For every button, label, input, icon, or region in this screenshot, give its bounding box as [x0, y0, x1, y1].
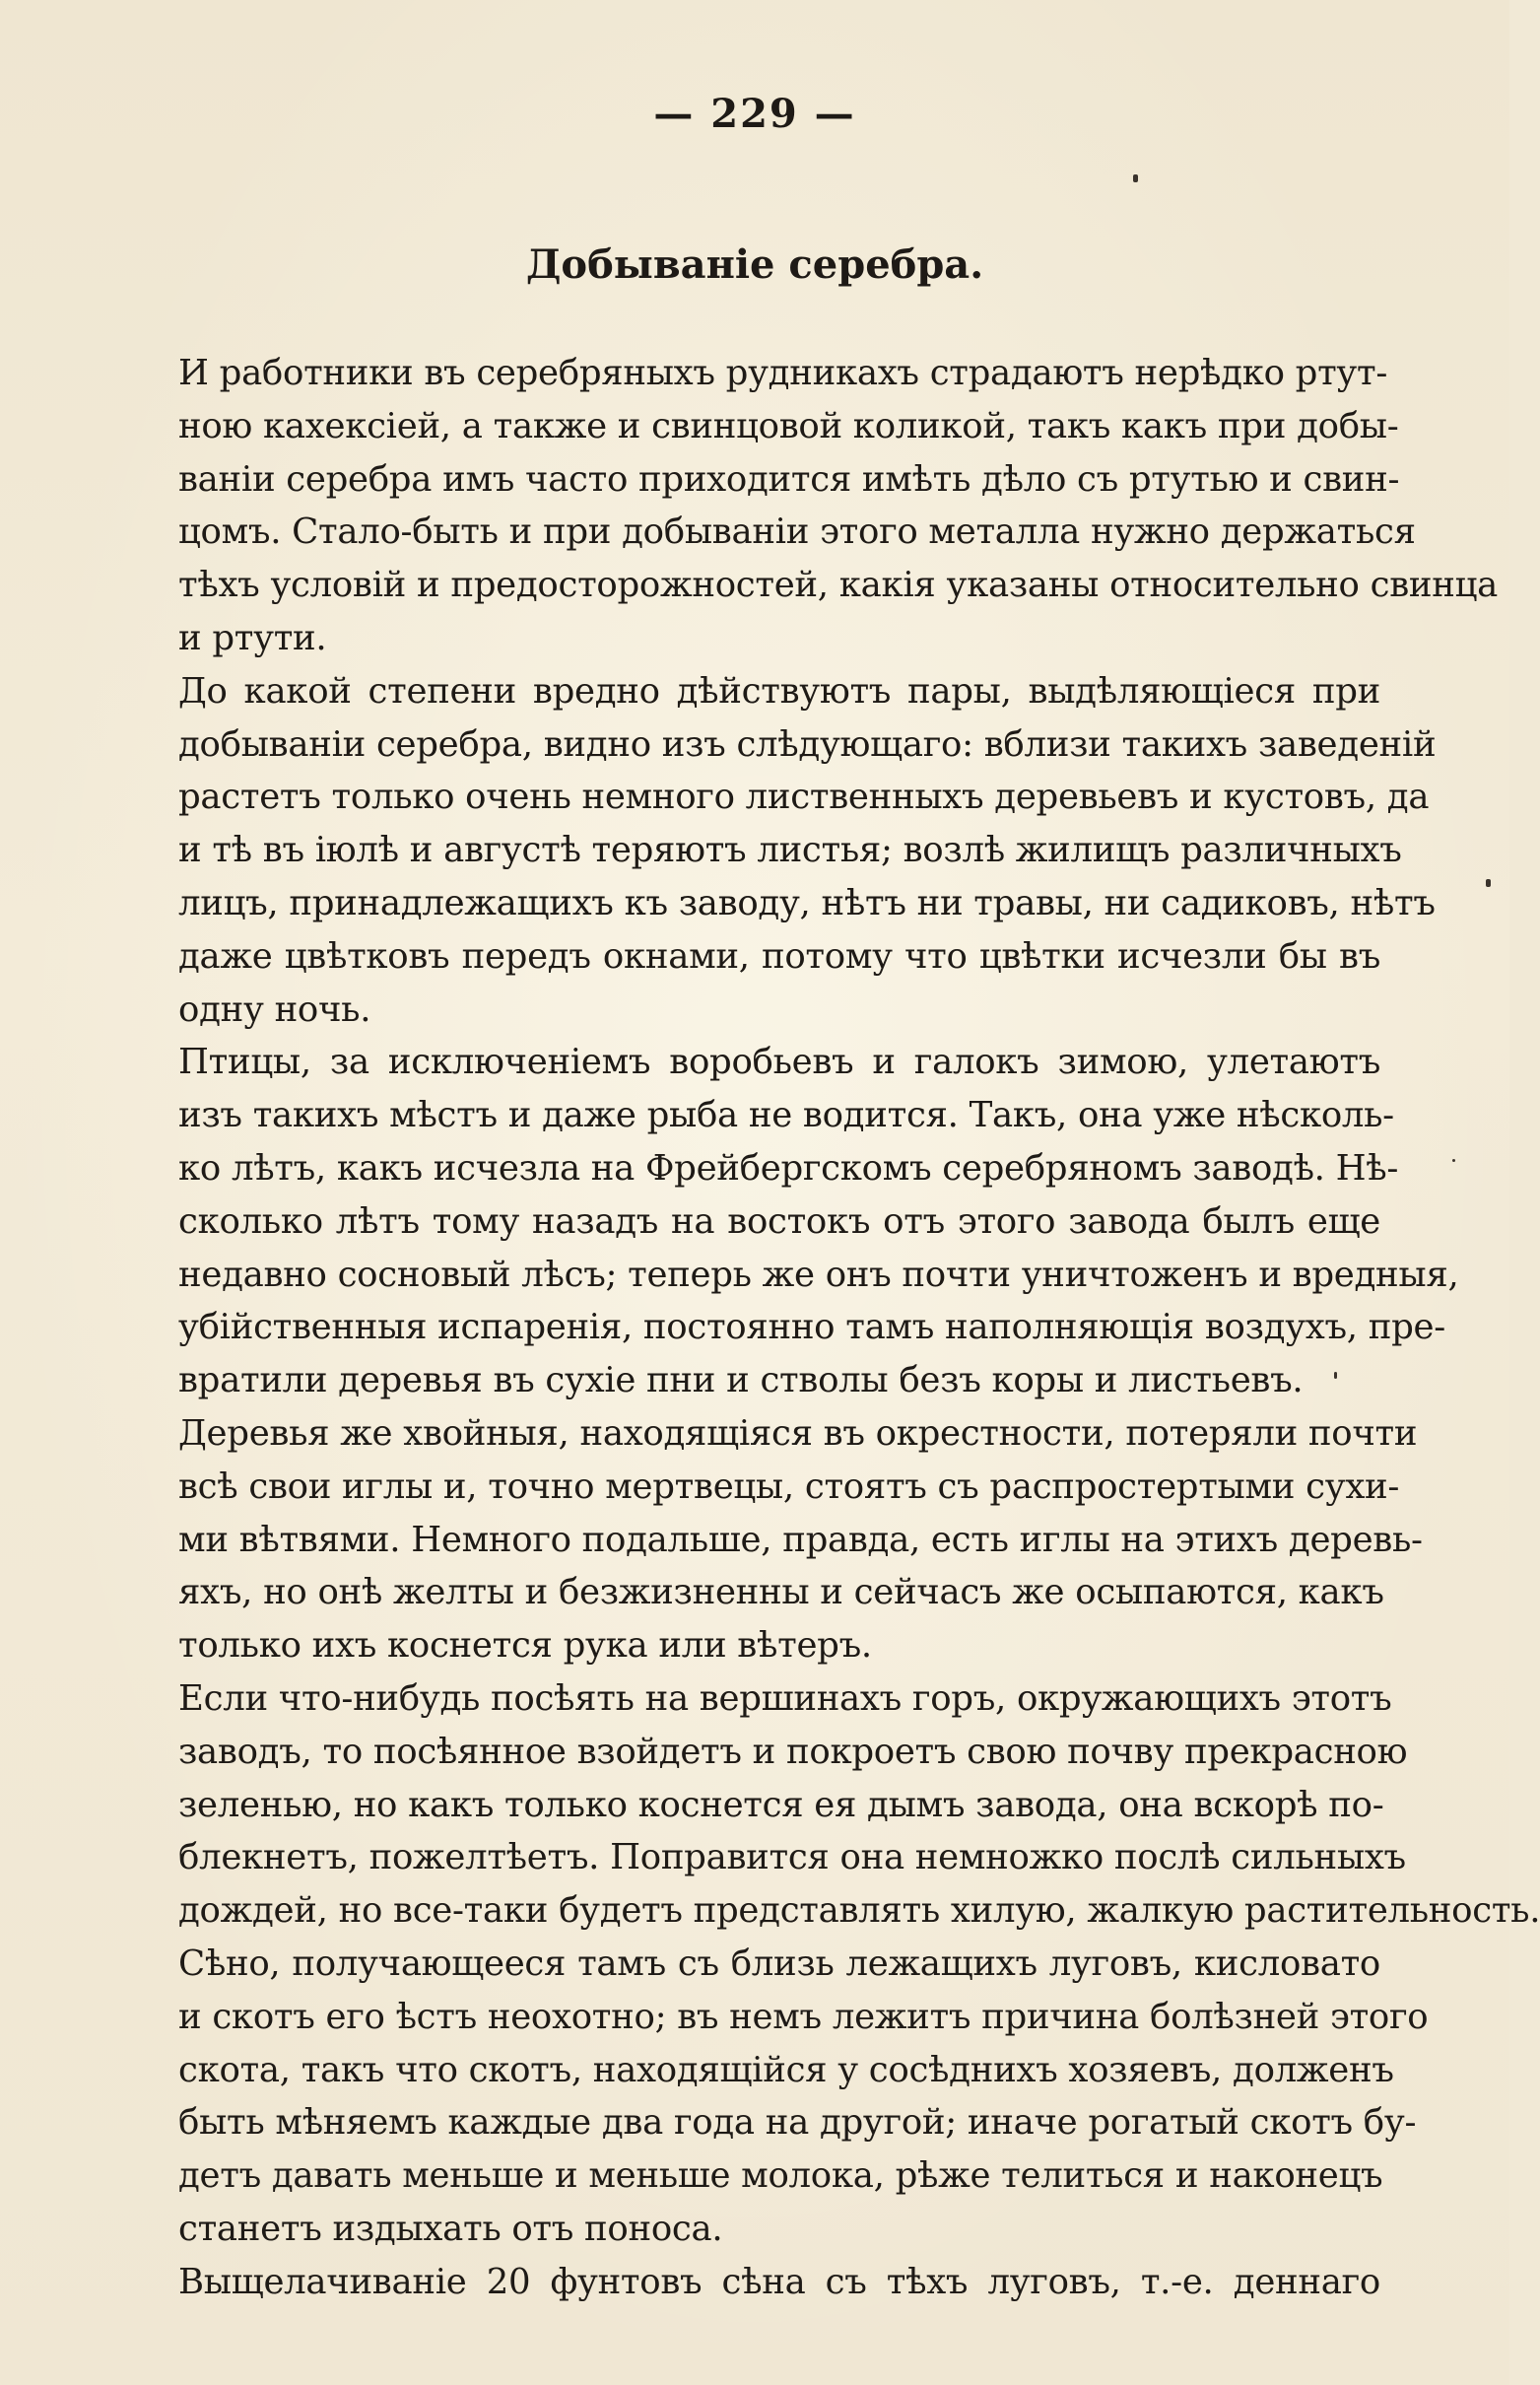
text-line: недавно сосновый лѣсъ; теперь же онъ почти уничтоженъ и вредныя,	[178, 1254, 1459, 1295]
text-line: ко лѣтъ, какъ исчезла на Фрейбергскомъ серебряномъ заводѣ. Нѣ-	[178, 1147, 1399, 1189]
text-line: и скотъ его ѣстъ неохотно; въ немъ лежитъ причина болѣзней этого	[178, 1996, 1429, 2037]
text-line: детъ давать меньше и меньше молока, рѣже телиться и наконецъ	[178, 2155, 1383, 2197]
text-line: и ртути.	[178, 617, 327, 658]
text-line: ми вѣтвями. Немного подальше, правда, есть иглы на этихъ деревь-	[178, 1519, 1423, 1560]
text-line: До какой степени вредно дѣйствуютъ пары, выдѣляющіеся при	[178, 670, 1380, 712]
text-line: станетъ издыхать отъ поноса.	[178, 2208, 723, 2249]
text-line: дождей, но все-таки будетъ представлять хилую, жалкую растительность.	[178, 1890, 1540, 1932]
text-line: Сѣно, получающееся тамъ съ близь лежащихъ луговъ, кисловато	[178, 1942, 1380, 1984]
ink-speck	[1452, 1159, 1455, 1162]
text-line: добываніи серебра, видно изъ слѣдующаго: вблизи такихъ заведеній	[178, 723, 1437, 765]
text-line: И работники въ серебряныхъ рудникахъ страдаютъ нерѣдко ртут-	[178, 353, 1388, 393]
text-line: одну ночь.	[178, 988, 371, 1030]
text-line: всѣ свои иглы и, точно мертвецы, стоятъ съ распростертыми сухи-	[178, 1465, 1400, 1507]
text-line: яхъ, но онѣ желты и безжизненны и сейчасъ же осыпаются, какъ	[178, 1572, 1384, 1613]
text-line: убійственныя испаренія, постоянно тамъ наполняющія воздухъ, пре-	[178, 1307, 1445, 1348]
text-line: быть мѣняемъ каждые два года на другой; иначе рогатый скотъ бу-	[178, 2102, 1417, 2144]
text-line: ною кахексіей, а также и свинцовой коликой, такъ какъ при добы-	[178, 405, 1399, 446]
text-line: зеленью, но какъ только коснется ея дымъ завода, она вскорѣ по-	[178, 1784, 1384, 1825]
text-line: только ихъ коснется рука или вѣтеръ.	[178, 1625, 872, 1667]
text-line: тѣхъ условій и предосторожностей, какія указаны относительно свинца	[178, 565, 1498, 606]
section-heading: Добываніе серебра.	[525, 241, 984, 288]
ink-speck	[1334, 1372, 1337, 1379]
text-line: Деревья же хвойныя, находящіяся въ окрестности, потеряли почти	[178, 1412, 1418, 1454]
page-number: — 229 —	[653, 91, 856, 137]
text-line: блекнетъ, пожелтѣетъ. Поправится она немножко послѣ сильныхъ	[178, 1837, 1406, 1878]
text-line: лицъ, принадлежащихъ къ заводу, нѣтъ ни травы, ни садиковъ, нѣтъ	[178, 882, 1436, 923]
text-line: заводъ, то посѣянное взойдетъ и покроетъ свою почву прекрасною	[178, 1731, 1408, 1772]
ink-speck	[1133, 174, 1138, 182]
text-line: и тѣ въ іюлѣ и августѣ теряютъ листья; возлѣ жилищъ различныхъ	[178, 830, 1402, 871]
text-line: даже цвѣтковъ передъ окнами, потому что цвѣтки исчезли бы въ	[178, 935, 1380, 977]
text-line: цомъ. Стало-быть и при добываніи этого металла нужно держаться	[178, 511, 1416, 553]
text-line: скота, такъ что скотъ, находящійся у сосѣднихъ хозяевъ, долженъ	[178, 2049, 1394, 2090]
text-line: ваніи серебра имъ часто приходится имѣть дѣло съ ртутью и свин-	[178, 458, 1400, 500]
text-line: изъ такихъ мѣстъ и даже рыба не водится. Такъ, она уже нѣсколь-	[178, 1095, 1394, 1136]
text-line: Если что-нибудь посѣять на вершинахъ горъ, окружающихъ этотъ	[178, 1677, 1392, 1719]
ink-speck	[1486, 879, 1491, 887]
text-line: сколько лѣтъ тому назадъ на востокъ отъ этого завода былъ еще	[178, 1200, 1380, 1242]
text-line: вратили деревья въ сухіе пни и стволы безъ коры и листьевъ.	[178, 1360, 1304, 1401]
body-text	[178, 347, 1540, 2308]
text-line: растетъ только очень немного лиственныхъ деревьевъ и кустовъ, да	[178, 777, 1430, 818]
text-line: Птицы, за исключеніемъ воробьевъ и галокъ зимою, улетаютъ	[178, 1042, 1380, 1083]
text-line: Выщелачиваніе 20 фунтовъ сѣна съ тѣхъ луговъ, т.-е. деннаго	[178, 2261, 1380, 2302]
